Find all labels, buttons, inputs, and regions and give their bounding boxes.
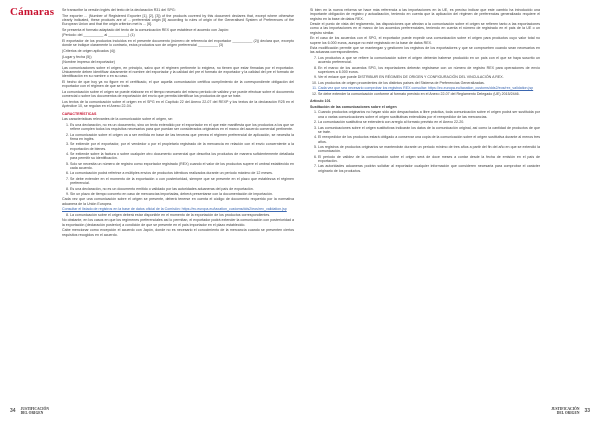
paragraph: (Lugar y fecha (5)) xyxy=(62,54,92,59)
paragraph: La comunicación sobre el origen se puede elaborar en el tiempo necesario del mismo periodo de validez y se puede efectuar sobre el documento comercial o sobre los documentos de exportación del envío que permita identificar los productos de que se trate. xyxy=(62,89,294,99)
list-item: 9. Sin un plazo de tiempo concreto en caso de mercancías importadas, deberá presentarse con la documentación de importación. xyxy=(70,192,294,196)
list-item: 3. Se extiende por el exportador, por el vendedor o por el propietario registrado de la mercancía en relación con el envío concerniente a la exportación de bienes. xyxy=(70,142,294,151)
paragraph: El exportador de los productos incluidos en el presente documento (número de referencia del exportador __________ (2)) declara que, excepto donde se indique claramente lo contrario, estos productos son de origen preferencial __________ (3) xyxy=(62,39,294,48)
list-item: 2. La comunicación sustitutiva se extenderá con arreglo al formato previsto en el Anexo 22-20. xyxy=(318,120,540,124)
list-item: 8. En el marco de los acuerdos SPG, los exportadores deberán registrarse con un número de registro REX para operaciones de envío superiores a 6.000 euros. xyxy=(318,66,540,75)
footer-right xyxy=(551,407,590,415)
section-heading: CARACTERÍSTICAS xyxy=(62,111,97,116)
paragraph: No obstante, en los casos en que los regímenes preferenciales así lo permitan, el exportador podrá extender la comunicación con posterioridad a la exportación (declaración posterior) a condición de que se presente en el país importador en el plazo establecido. xyxy=(62,218,294,227)
list-item: 9. Ver el enlace que puede DISTRIBUIR EN RÉGIMEN DE ORIGEN Y CONFIGURACIÓN DEL VINCULACIÓN A REX. xyxy=(318,75,540,79)
paragraph: (Periodo: del __________ al __________) (1) xyxy=(62,33,135,38)
list-item: 5. Los registros de productos originarios se mantendrán durante un periodo mínimo de tres años a partir del fin del año en que se extendió la comunicación. xyxy=(318,145,540,154)
section-label-line: JUSTIFICACIÓN xyxy=(551,407,580,411)
list-item: 8. La comunicación sobre el origen deberá estar disponible en el momento de la exportación de los productos correspondientes. xyxy=(70,213,294,217)
characteristics-list xyxy=(62,123,294,196)
list-item: 8. Es una declaración, no es un documento emitido o validado por las autoridades aduaneras del país de exportación. xyxy=(70,187,294,191)
paragraph: En el caso de los acuerdos con el SPG, el exportador puede expedir una comunicación sobre el origen para productos cuyo valor total no supere los 6.000 euros, aunque no esté registrado en la base de datos REX. xyxy=(310,36,540,45)
paragraph: Esta modificación permite que se mantengan y gestionen los registros de los exportadores y que se comprueben cuando sean necesarios en las aduanas correspondientes. xyxy=(310,46,540,55)
paragraph: El hecho de que hoy ya no figure en el certificado, el que aquella comunicación certifica cumplimiento de la correspondiente obligación del exportador con el régimen de que se trate. xyxy=(62,80,294,89)
list-item: 7. Se debe extender en el momento de la exportación o con posterioridad, siempre que se presente en el plazo que establezca el régimen preferencial. xyxy=(70,177,294,186)
paragraph: Desde el punto de vista del reglamento, las disposiciones que afectan a la comunicación sobre el origen se refieren tanto a las exportaciones como a las importaciones en el marco de los acuerdos preferenciales, teniendo en cuenta el número de registrado en el país de la UE o un registro similar. xyxy=(310,22,540,35)
paragraph: Las características relevantes de la comunicación sobre el origen, se: xyxy=(62,117,173,122)
list-item: 6. La comunicación podrá referirse a múltiples envíos de productos idénticos realizados durante un período máximo de 12 meses. xyxy=(70,171,294,175)
left-column xyxy=(62,8,294,238)
numbered-list xyxy=(310,56,540,96)
paragraph: Cabe mencionar como excepción el acuerdo con Japón, donde no es necesario el conocimiento de la mercancía cuando se presenten ciertos requisitos recogidos en el acuerdo. xyxy=(62,228,294,237)
list-item: 7. Los productos a que se refiere la comunicación sobre el origen deberán haberse producido en un país con el que se haya suscrito un acuerdo preferencial. xyxy=(318,56,540,65)
list-item: 1. Es una declaración, no es un documento, sino un texto extendido por el exportador en el que este manifiesta que los productos a los que se refiere cumplen todos los requisitos necesarios para que puedan ser considerados originarios en el marco del acuerdo comercial pertinente. xyxy=(70,123,294,132)
timing-list xyxy=(62,213,294,217)
list-item: 10. Los productos de origen procedentes de los distintos países del Sistema de Preferencias Generalizadas. xyxy=(318,81,540,85)
paragraph: Se presenta el formato adaptado del texto de la comunicación REX que establece el acuerdo con Japón: xyxy=(62,27,229,32)
section-label xyxy=(21,407,49,415)
paragraph: Los textos de la comunicación sobre el origen en el SPG en el Capítulo 22 del Anexo 22-07 del REXP y los textos de la declaración R25 en el Apéndice 10, se regulan en el Anexo 22-04. xyxy=(62,99,294,109)
page-number: 34 xyxy=(10,408,16,414)
article-list xyxy=(310,110,540,172)
right-column xyxy=(310,8,540,174)
section-label-line: JUSTIFICACIÓN xyxy=(20,407,49,411)
paragraph: Las comunicaciones sobre el origen, en principio, salvo que el régimen pertinente lo exigiera, no tienen que estar firmadas por el exportador. Únicamente deben identificar claramente el nombre del exportador y la calidad del pre el formato de exportador y la calidad del pre el formato de identificación en su nombre o en su caso. xyxy=(62,65,294,79)
article-title: Artículo 101 xyxy=(310,99,331,104)
section-label-line: DEL ORIGEN xyxy=(20,411,44,415)
page-number: 33 xyxy=(584,408,590,414)
paragraph: Si bien en la nueva reforma se hace más referencia a las importaciones en la UE, es preciso indicar que este cambio ha introducido una importante obligación de registro y actualización, teniendo en cuenta que la aplicación del régimen de preferencias generalizado requiere el registro en la base de datos REX. xyxy=(310,8,540,21)
list-item: 4. El reexpedidor de los productos estará obligado a conservar una copia de la comunicación sobre el origen sustitutiva durante al menos tres años. xyxy=(318,135,540,144)
paragraph: Se transcribe la versión inglés del texto de la declaración R31 del SPG: xyxy=(62,8,176,12)
list-item: 3. Las comunicaciones sobre el origen sustitutivas indicarán los datos de la comunicación original, así como la cantidad de productos de que se trate. xyxy=(318,126,540,135)
list-item: 6. El periodo de validez de la comunicación sobre el origen será de doce meses a contar desde la fecha de emisión en el país de exportación. xyxy=(318,155,540,164)
article-subtitle: Sustitución de las comunicaciones sobre el origen xyxy=(310,104,397,109)
paragraph: The exporter ... (Number of Registered Exporter [1], [2], [3]) of the products covered by this document declares that, except where otherwise clearly indicated, these products are of ... preferential origin [5] according to rules of origin of the Generalised System of Preferences of the European Union and that the origin criterion met is ... [6]. xyxy=(62,13,294,27)
section-label-line: DEL ORIGEN xyxy=(556,411,580,415)
list-item: 12. Se debe extender la comunicación conforme al formato previsto en el Anexo 22-07 del Reglamento Delegado (UE) 2015/2446. xyxy=(318,92,540,96)
footer-left xyxy=(10,407,49,415)
link-text[interactable]: Consultar el listado de registros en la base de datos oficial de la Comisión: https://ec.europa.eu/taxation_customs/dds2/eos/rex_validation.jsp xyxy=(62,207,287,212)
logo xyxy=(10,5,54,19)
paragraph: (Nombre impreso del exportador) xyxy=(62,60,115,65)
paragraph: (Criterios de origen aplicados (4)) xyxy=(62,48,116,53)
list-item: 7. Las autoridades aduaneras podrán solicitar al exportador cualquier información que consideren necesaria para comprobar el carácter originario de los productos. xyxy=(318,164,540,173)
list-item: 1. Cuando productos originarios no hayan sido aún despachados a libre práctica, toda comunicación sobre el origen podrá ser sustituida por una o varias comunicaciones sobre el origen sustitutivas extendidas por el reexpedidor de las mercancías. xyxy=(318,110,540,119)
logo-text: Cámaras xyxy=(10,6,55,18)
paragraph: Cada vez que una comunicación sobre el origen se presente, deberá tenerse en cuenta el código de documento requerido por la normativa aduanera de la Unión Europea. xyxy=(62,197,294,206)
list-item-link[interactable]: 11. Cada vez que sea necesario comprobar los registros REX consultar: https://ec.europa.eu/taxation_customs/dds2/eos/rex_validation.jsp xyxy=(318,86,540,90)
section-label xyxy=(551,407,579,415)
list-item: 4. Se extiende sobre la factura o sobre cualquier otro documento comercial que describa los productos de manera suficientemente detallada para permitir su identificación. xyxy=(70,152,294,161)
list-item: 2. La comunicación sobre el origen va a ser emitida en base de las terceras que prevea el régimen preferencial de aplicación, se necesita la firma en inglés. xyxy=(70,133,294,142)
list-item: 5. Solo se necesita un número de registro como exportador registrado (REX) cuando el valor de los productos supere el umbral establecido en cada acuerdo. xyxy=(70,162,294,171)
